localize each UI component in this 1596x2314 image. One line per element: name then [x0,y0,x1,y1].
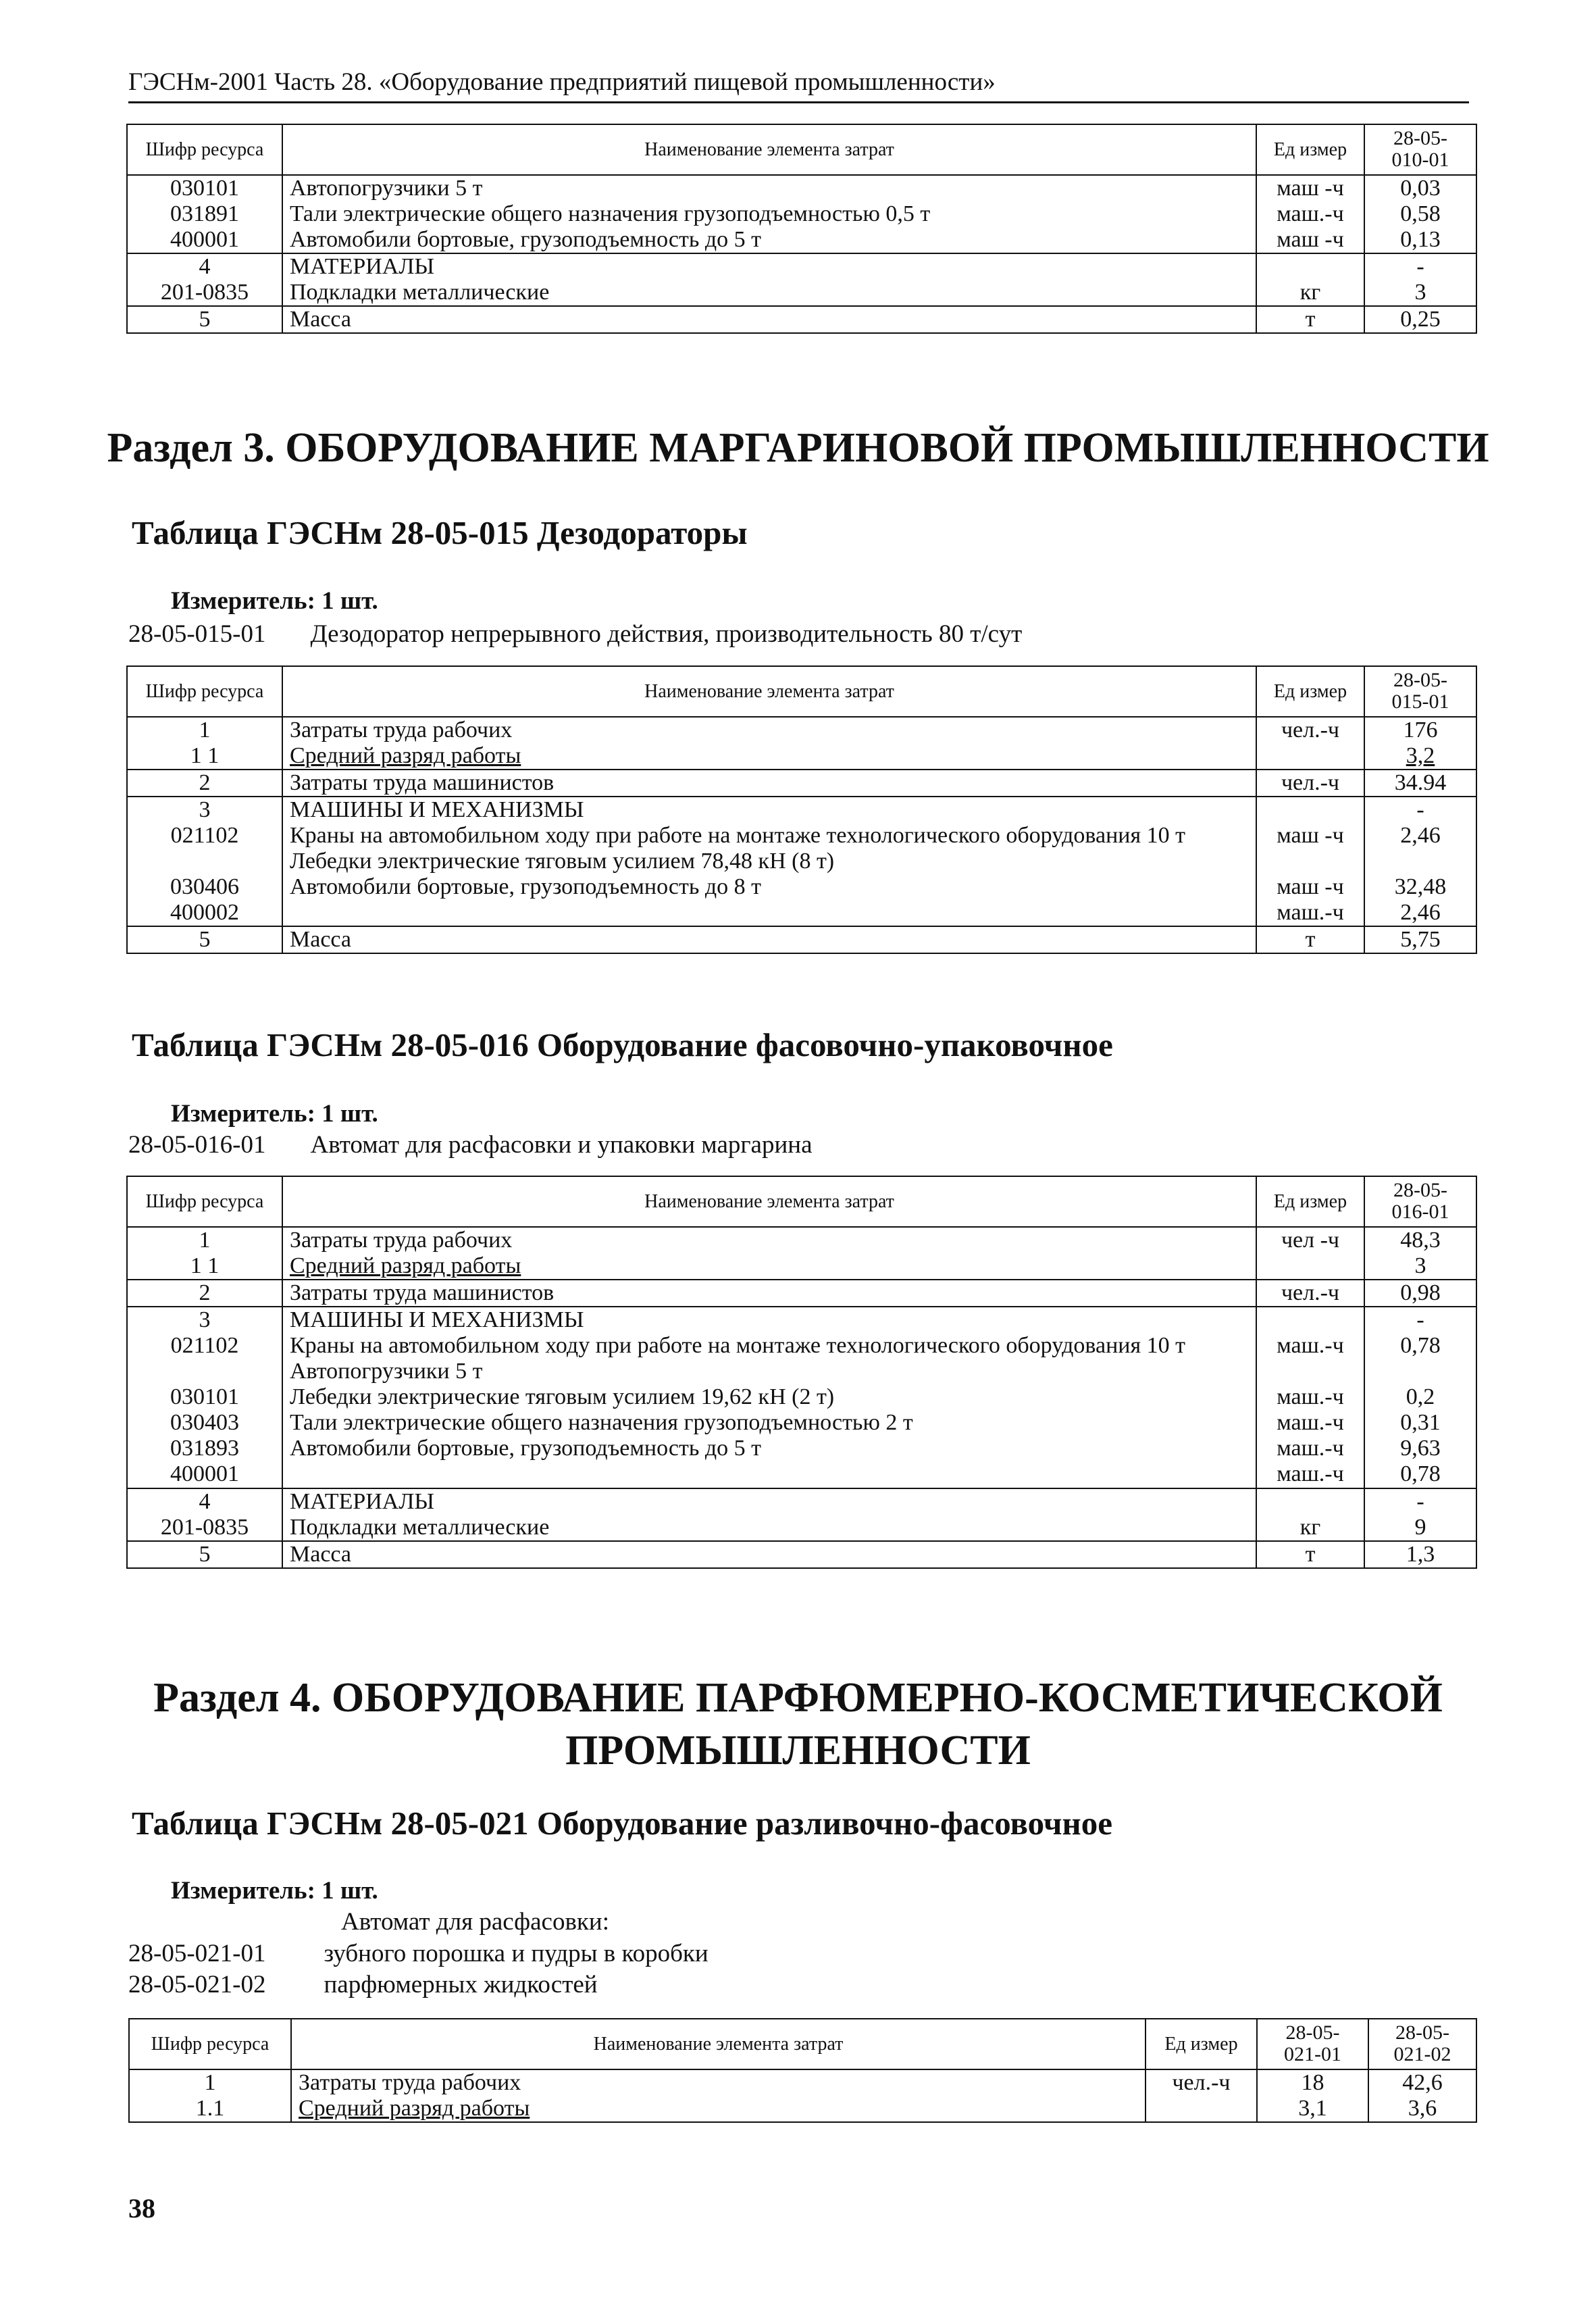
table-row: 2 Затраты труда машинистов чел.-ч 0,98 [127,1280,1476,1307]
col-header-norm-2: 28-05- 021-02 [1368,2019,1476,2069]
table-28-05-021 [128,2018,1477,2123]
table-021-measure: Измеритель: 1 шт. [171,1877,378,1905]
table-016-item: 28-05-016-01 Автомат для расфасовки и упаковки маргарина [128,1131,813,1159]
table-016-measure: Измеритель: 1 шт. [171,1100,378,1128]
col-header-code: Шифр ресурса [127,1176,282,1227]
table-row: 5 Масса т 5,75 [127,926,1476,953]
col-header-norm: 28-05- 015-01 [1364,666,1476,717]
table-28-05-016 [126,1176,1477,1569]
col-header-unit: Ед измер [1145,2019,1257,2069]
table-021-item-1: 28-05-021-01 зубного порошка и пудры в коробки [128,1940,709,1967]
table-021-group: Автомат для расфасовки: [341,1908,609,1936]
table-021-title: Таблица ГЭСНм 28-05-021 Оборудование разливочно-фасовочное [132,1805,1112,1842]
table-28-05-010 [126,124,1477,334]
col-header-code: Шифр ресурса [127,124,282,175]
table-016-title: Таблица ГЭСНм 28-05-016 Оборудование фасовочно-упаковочное [132,1026,1113,1063]
col-header-name: Наименование элемента затрат [282,1176,1256,1227]
col-header-code: Шифр ресурса [127,666,282,717]
col-header-unit: Ед измер [1256,666,1364,717]
table-row: 3 021102 030101 030403 031893 400001 МАШИНЫ И МЕХАНИЗМЫ Краны на автомобильном ходу при работе на монтаже технологического оборудования 10 т Автопогрузчики 5 т Лебедки электрические тяговым усилием 19,62 кН (2 т) Тали электрические общего назначения грузоподъемностью 2 т Автомобили бортовые, грузоподъемность до 5 т маш.-ч маш.-ч маш.-ч маш.-ч маш.-ч - 0,78 0,2 0,31 9,63 0,78 [127,1307,1476,1488]
col-header-code: Шифр ресурса [129,2019,291,2069]
table-28-05-015 [126,665,1477,954]
table-row: 3 021102 030406 400002 МАШИНЫ И МЕХАНИЗМЫ Краны на автомобильном ходу при работе на монтаже технологического оборудования 10 т Лебедки электрические тяговым усилием 78,48 кН (8 т) Автомобили бортовые, грузоподъемность до 8 т маш -ч маш -ч маш.-ч - 2,46 32,48 2,46 [127,797,1476,926]
table-row: 1 1 1 Затраты труда рабочих Средний разряд работы чел -ч 48,3 3 [127,1227,1476,1280]
col-header-name: Наименование элемента затрат [282,124,1256,175]
col-header-unit: Ед измер [1256,1176,1364,1227]
table-row: 5 Масса т 1,3 [127,1541,1476,1568]
table-015-item: 28-05-015-01 Дезодоратор непрерывного действия, производительность 80 т/сут [128,620,1023,648]
running-header: ГЭСНм-2001 Часть 28. «Оборудование предприятий пищевой промышленности» [128,68,996,96]
table-row: 1 1.1 Затраты труда рабочих Средний разряд работы чел.-ч 18 3,1 42,6 3,6 [129,2069,1476,2122]
table-015-title: Таблица ГЭСНм 28-05-015 Дезодораторы [132,514,748,551]
col-header-name: Наименование элемента затрат [291,2019,1145,2069]
table-row: 2 Затраты труда машинистов чел.-ч 34.94 [127,770,1476,797]
section-3-title: Раздел 3. ОБОРУДОВАНИЕ МАРГАРИНОВОЙ ПРОМЫШЛЕННОСТИ [107,425,1489,471]
table-row: 030101 031891 400001 Автопогрузчики 5 т Тали электрические общего назначения грузоподъемностью 0,5 т Автомобили бортовые, грузоподъемность до 5 т маш -ч маш.-ч маш -ч 0,03 0,58 0,13 [127,175,1476,253]
table-row: 1 1 1 Затраты труда рабочих Средний разряд работы чел.-ч 176 3,2 [127,717,1476,770]
header-rule [128,101,1469,103]
col-header-name: Наименование элемента затрат [282,666,1256,717]
col-header-unit: Ед измер [1256,124,1364,175]
col-header-norm: 28-05- 016-01 [1364,1176,1476,1227]
page-number: 38 [128,2193,155,2223]
table-021-item-2: 28-05-021-02 парфюмерных жидкостей [128,1971,598,1998]
table-row: 4 201-0835 МАТЕРИАЛЫ Подкладки металлические кг - 3 [127,253,1476,306]
table-015-measure: Измеритель: 1 шт. [171,587,378,615]
table-row: 5 Масса т 0,25 [127,306,1476,333]
section-4-title: Раздел 4. ОБОРУДОВАНИЕ ПАРФЮМЕРНО-КОСМЕТИЧЕСКОЙ ПРОМЫШЛЕННОСТИ [153,1675,1443,1774]
col-header-norm: 28-05- 010-01 [1364,124,1476,175]
col-header-norm-1: 28-05- 021-01 [1257,2019,1368,2069]
table-row: 4 201-0835 МАТЕРИАЛЫ Подкладки металлические кг - 9 [127,1488,1476,1541]
